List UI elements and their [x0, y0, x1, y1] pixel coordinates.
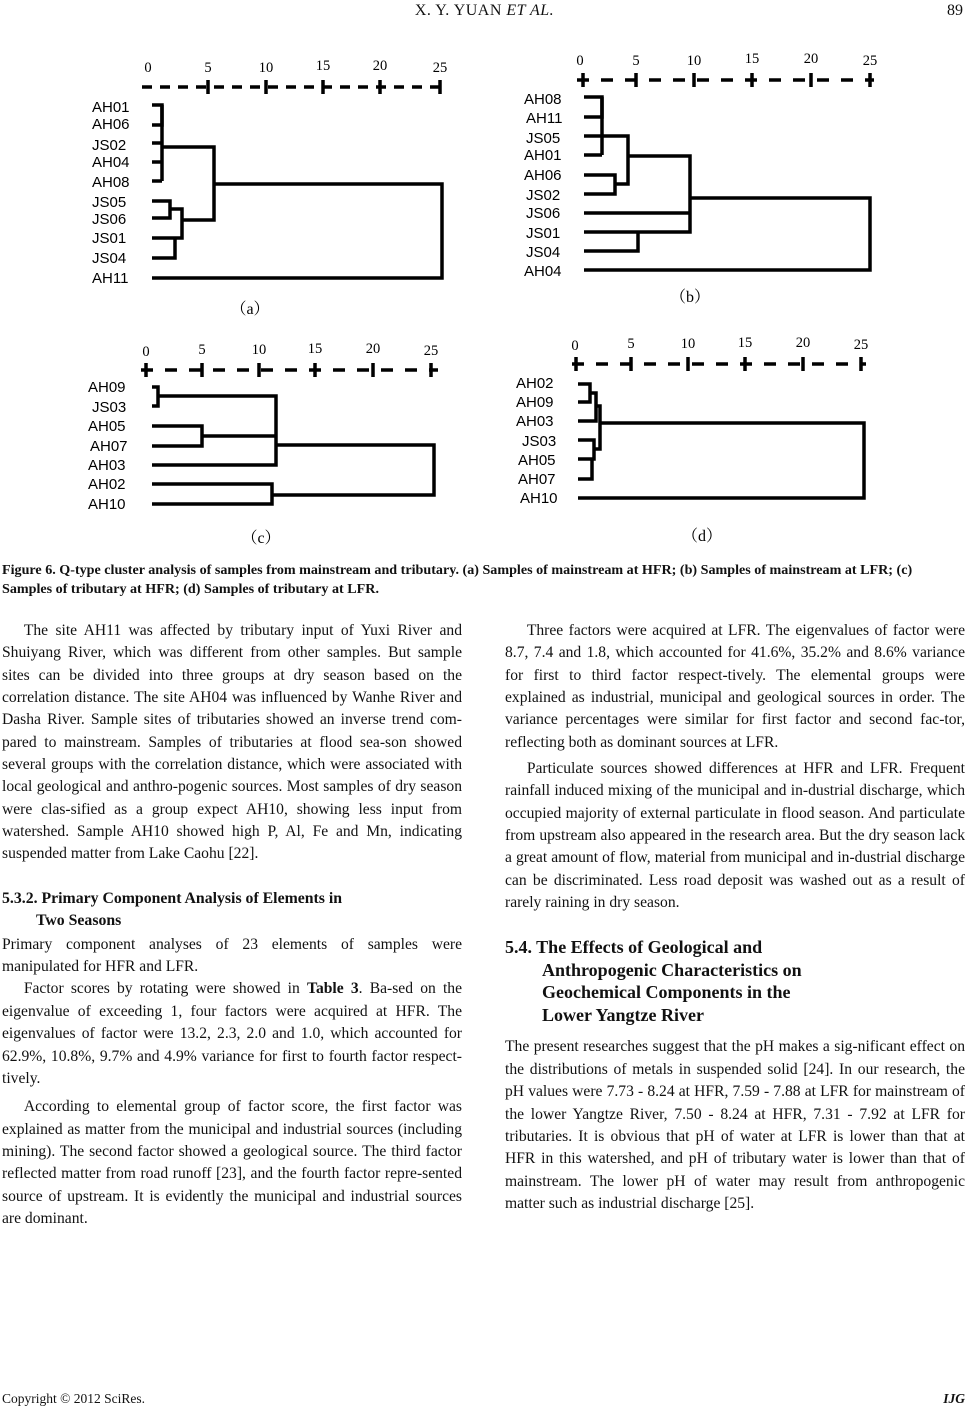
- tick-label: 5: [627, 336, 635, 352]
- running-head-authors: X. Y. YUAN: [414, 2, 502, 19]
- sample-label: JS03: [92, 399, 127, 416]
- sample-labels: [516, 375, 558, 507]
- sample-label: AH02: [516, 375, 554, 392]
- axis-dashed-line: [577, 73, 874, 87]
- sample-label: AH03: [88, 457, 126, 474]
- axis-ticks: [576, 51, 877, 69]
- section-heading-line: Lower Yangtze River: [542, 1004, 704, 1025]
- sample-label: AH06: [524, 167, 562, 184]
- right-column: [505, 620, 965, 1215]
- tick-label: 5: [198, 342, 206, 358]
- text-run: . Ba-sed on the eigenvalue of exceeding 1, four factors were acquired at HFR. The eigenvalues of factor were 13.2, 2.3, 2.0 and 1.0, which accounted for 62.9%, 10.8%, 9.7% and 4.9% variance for first to fourth factor respect-tively.: [2, 980, 463, 1087]
- axis-dashed-line: [572, 357, 866, 371]
- figure-caption: Figure 6. Q-type cluster analysis of samples from mainstream and tributary. (a) Samples of mainstream at HFR; (b) Samples of mainstream at LFR; (c) Samples of tributary at HFR; (d) Samples of tributary at LFR.: [2, 562, 913, 597]
- tick-label: 25: [862, 53, 878, 69]
- sample-labels: [524, 91, 562, 280]
- sample-label: JS04: [526, 244, 561, 261]
- panel-label: （d）: [681, 528, 723, 545]
- tick-label: 15: [744, 51, 760, 67]
- sample-label: AH11: [92, 270, 129, 287]
- section-heading-5-4: [505, 936, 965, 1026]
- sample-label: JS05: [526, 130, 561, 147]
- sample-label: AH02: [88, 476, 126, 493]
- tick-label: 0: [144, 60, 152, 76]
- tick-label: 10: [680, 336, 696, 352]
- tick-label: 0: [571, 338, 579, 354]
- page-footer: [2, 1391, 965, 1411]
- section-heading-line: 5.4. The Effects of Geological and: [505, 937, 763, 958]
- section-heading-line: Two Seasons: [36, 911, 122, 929]
- tick-label: 15: [315, 58, 331, 74]
- sample-label: AH10: [88, 496, 126, 513]
- page-number: 89: [947, 2, 963, 19]
- tick-label: 10: [258, 60, 274, 76]
- tick-label: 5: [632, 53, 640, 69]
- dendrogram-panel-c: [86, 340, 466, 555]
- sample-label: AH09: [88, 379, 126, 396]
- tick-label: 25: [423, 343, 439, 359]
- table-reference: Table 3: [306, 980, 359, 998]
- dendrogram-panel-a: [90, 52, 470, 322]
- tick-label: 0: [142, 344, 150, 360]
- tick-label: 0: [576, 53, 584, 69]
- sample-label: JS06: [92, 211, 127, 228]
- page-header: [0, 0, 969, 26]
- running-head-et-al: ET AL.: [506, 2, 555, 19]
- sample-label: JS01: [526, 225, 561, 242]
- tick-label: 15: [307, 341, 323, 357]
- copyright-notice: Copyright © 2012 SciRes.: [2, 1391, 146, 1406]
- sample-label: JS03: [522, 433, 557, 450]
- sample-label: JS02: [526, 187, 561, 204]
- sample-label: AH01: [524, 147, 562, 164]
- section-heading-5-3-2: [2, 888, 462, 932]
- dendrogram-panel-b: [520, 48, 900, 318]
- axis-dashed-line: [142, 80, 446, 94]
- running-head: [0, 2, 969, 20]
- panel-label: （b）: [669, 289, 711, 306]
- sample-label: AH04: [92, 154, 130, 171]
- tick-label: 20: [365, 341, 381, 357]
- sample-label: JS05: [92, 194, 127, 211]
- section-heading-line: Geochemical Components in the: [542, 982, 791, 1003]
- axis-ticks: [144, 58, 447, 76]
- paragraph: The site AH11 was affected by tributary input of Yuxi River and Shuiyang River, which was different from other samples. But sample sites can be divided into three groups at dry season based on the correlation distance. The site AH04 was influenced by Wanhe River and Dasha River. Sample sites of tributaries showed an inverse trend com-pared to mainstream. Samples of tributaries at flood sea-son showed several groups with the correlation distance, which were associated with local geological and anthro-pogenic sources. Most samples of dry season were clas-sified as a group expect AH10, showing less input from watershed. Sample AH10 showed high P, Al, Fe and Mn, indicating suspended matter from Lake Caohu [22].: [2, 622, 462, 863]
- paragraph: Three factors were acquired at LFR. The eigenvalues of factor were 8.7, 7.4 and 1.8, which accounted for 41.6%, 35.2% and 8.6% variance for first to third factor respect-tively. The elemental groups were explained as industrial, municipal and geological sources in order. The variance percentages were similar for first factor and second fac-tor, reflecting both as dominant sources at LFR.: [505, 622, 965, 751]
- axis-ticks: [142, 341, 438, 360]
- tick-label: 20: [795, 335, 811, 351]
- paragraph: Particulate sources showed differences at HFR and LFR. Frequent rainfall induced mixing of the municipal and in-dustrial discharge, which occupied majority of external particulate in flood season. And particulate from upstream also appeared in the research area. But the dry season lack a great amount of flow, material from municipal and in-dustrial discharge can be discriminated. Less road deposit was washed out as a result of rarely raining in dry season.: [505, 760, 965, 912]
- axis-ticks: [571, 335, 868, 354]
- sample-label: AH08: [524, 91, 562, 108]
- sample-label: JS01: [92, 230, 127, 247]
- sample-label: AH06: [92, 116, 130, 133]
- sample-label: AH11: [526, 110, 563, 127]
- tick-label: 10: [686, 53, 702, 69]
- paragraph: According to elemental group of factor score, the first factor was explained as matter from the municipal and industrial sources (including mining). The second factor showed a geological source. The third factor reflected matter from road runoff [23], and the fourth factor repre-sented source of upstream. It is evidently the municipal and industrial sources are dominant.: [2, 1098, 462, 1227]
- tick-label: 15: [737, 335, 753, 351]
- sample-label: AH05: [88, 418, 126, 435]
- sample-label: JS04: [92, 250, 127, 267]
- tick-label: 10: [251, 342, 267, 358]
- tick-label: 25: [432, 60, 448, 76]
- tick-label: 5: [204, 60, 212, 76]
- panel-label: （a）: [230, 301, 270, 318]
- sample-label: AH03: [516, 413, 554, 430]
- panel-label: （c）: [241, 530, 281, 547]
- axis-dashed-line: [141, 363, 438, 377]
- sample-label: AH07: [518, 471, 556, 488]
- dendrogram-branches: [584, 97, 870, 270]
- paragraph: The present researches suggest that the pH makes a sig-nificant effect on the distributions of metals in suspended solid [24]. In our research, the pH values were 7.73 - 8.24 at HFR, 7.59 - 7.88 at LFR for mainstream of the lower Yangtze River, 7.50 - 8.24 at HFR, 7.31 - 7.92 at LFR for tributaries. It is obvious that pH of water at LFR is lower than that at HFR in this watershed, and pH of tributary water is lower than that of mainstream. The lower pH of water may result from anthropogenic matter such as industrial discharge [25].: [505, 1038, 965, 1212]
- sample-label: AH10: [520, 490, 558, 507]
- sample-label: AH09: [516, 394, 554, 411]
- dendrogram-branches: [152, 105, 442, 278]
- sample-label: AH07: [90, 438, 128, 455]
- sample-label: JS06: [526, 205, 561, 222]
- text-run: Factor scores by rotating were showed in: [23, 980, 307, 998]
- sample-label: JS02: [92, 137, 127, 154]
- sample-label: AH04: [524, 263, 562, 280]
- dendrogram-branches: [578, 384, 864, 498]
- sample-labels: [92, 99, 130, 287]
- dendrogram-branches: [152, 387, 434, 504]
- paragraph: Primary component analyses of 23 elements of samples were manipulated for HFR and LFR.: [2, 935, 462, 976]
- section-heading-line: Anthropogenic Characteristics on: [542, 959, 802, 980]
- left-column: [2, 620, 462, 1230]
- sample-label: AH08: [92, 174, 130, 191]
- dendrogram-panel-d: [512, 336, 892, 551]
- journal-abbrev: IJG: [943, 1391, 965, 1406]
- sample-label: AH05: [518, 452, 556, 469]
- section-heading-line: 5.3.2. Primary Component Analysis of Elements in: [2, 889, 343, 907]
- sample-labels: [88, 379, 128, 513]
- sample-label: AH01: [92, 99, 130, 116]
- tick-label: 20: [803, 51, 819, 67]
- tick-label: 20: [372, 58, 388, 74]
- tick-label: 25: [853, 337, 869, 353]
- paragraph: [2, 978, 462, 1090]
